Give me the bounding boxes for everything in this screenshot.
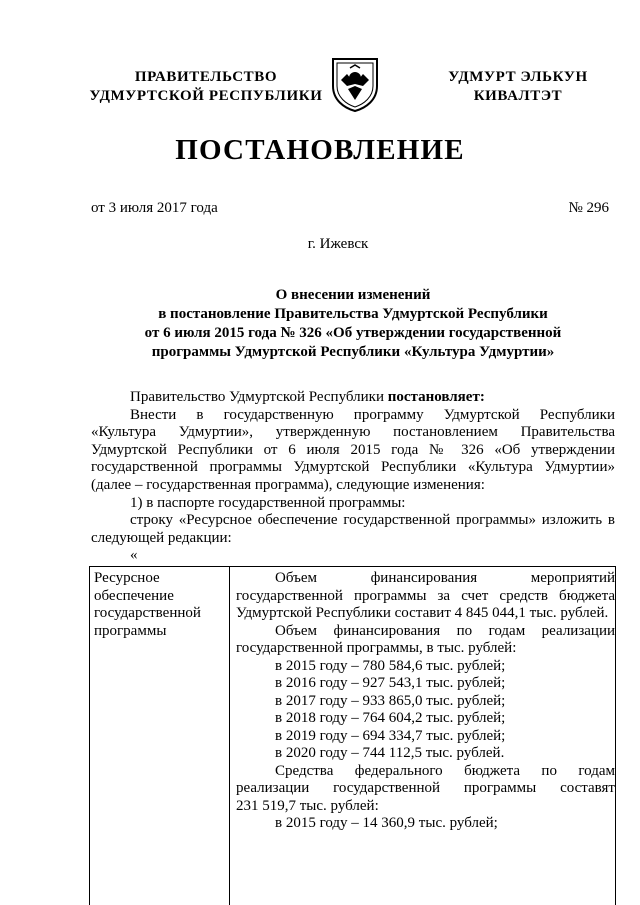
government-name-udmurt [430,68,606,106]
document-number: № 296 [568,200,609,216]
body-line: строку «Ресурсное обеспечение государственной программы» изложить в [130,512,615,529]
table-line: государственной программы, в тыс. рублей: [236,640,517,656]
coat-of-arms-emblem [330,56,380,112]
intro-bold-text: постановляет: [387,389,485,405]
document-date: от 3 июля 2017 года [91,200,218,216]
table-line: Средства федерального бюджета по годам [275,762,615,779]
subject-line4: программы Удмуртской Республики «Культура Удмуртии» [151,344,555,360]
year-line: в 2018 году – 764 604,2 тыс. рублей; [275,710,506,726]
year-line: в 2020 году – 744 112,5 тыс. рублей. [275,745,505,761]
table-line: Объем финансирования по годам реализации [275,622,615,639]
table-line: государственной программы за счет средств бюджета [236,587,615,604]
subject-line2: в постановление Правительства Удмуртской Республики [158,306,548,322]
resource-table [89,566,616,905]
document-subject [90,286,616,362]
table-content-cell [232,567,615,833]
table-line: 231 519,7 тыс. рублей: [236,797,379,814]
document-title: ПОСТАНОВЛЕНИЕ [175,134,465,166]
year-line: в 2015 году – 780 584,6 тыс. рублей; [275,657,506,674]
body-line: (далее – государственная программа), следующие изменения: [91,476,485,493]
year-line: в 2016 году – 927 543,1 тыс. рублей; [275,675,506,691]
document-body [91,389,615,565]
opening-quote: « [130,547,138,564]
intro-text: Правительство Удмуртской Республики [130,389,388,405]
intro-paragraph [91,389,615,407]
table-line: Удмуртской Республики составит 4 845 044,1 тыс. рублей. [236,605,609,621]
government-name-russian [88,68,324,106]
body-line: «Культура Удмуртии», утвержденную постановлением Правительства [91,424,615,441]
document-city: г. Ижевск [307,236,369,252]
subject-line3: от 6 июля 2015 года № 326 «Об утверждении государственной [144,325,562,341]
table-label-cell: Ресурсное обеспечение государственной программы [90,567,230,905]
year-line: в 2017 году – 933 865,0 тыс. рублей; [275,692,506,709]
body-line: Внести в государственную программу Удмуртской Республики [130,406,615,423]
table-line: реализации государственной программы составят [236,780,615,796]
header-right-line1: УДМУРТ ЭЛЬКУН [448,69,588,85]
year-line: в 2019 году – 694 334,7 тыс. рублей; [275,727,506,744]
header-right-line2: КИВАЛТЭТ [473,88,563,104]
body-line: Удмуртской Республики от 6 июля 2015 года № 326 «Об утверждении [91,441,615,458]
header-left-line2: УДМУРТСКОЙ РЕСПУБЛИКИ [89,88,323,104]
year-line: в 2015 году – 14 360,9 тыс. рублей; [275,815,498,831]
table-line: Объем финансирования мероприятий [275,570,615,586]
header-left-line1: ПРАВИТЕЛЬСТВО [134,69,278,85]
body-line: государственной программы Удмуртской Республики «Культура Удмуртии» [91,459,615,476]
list-item-1: 1) в паспорте государственной программы: [130,494,406,511]
subject-line1: О внесении изменений [275,287,431,303]
body-line: следующей редакции: [91,529,232,546]
